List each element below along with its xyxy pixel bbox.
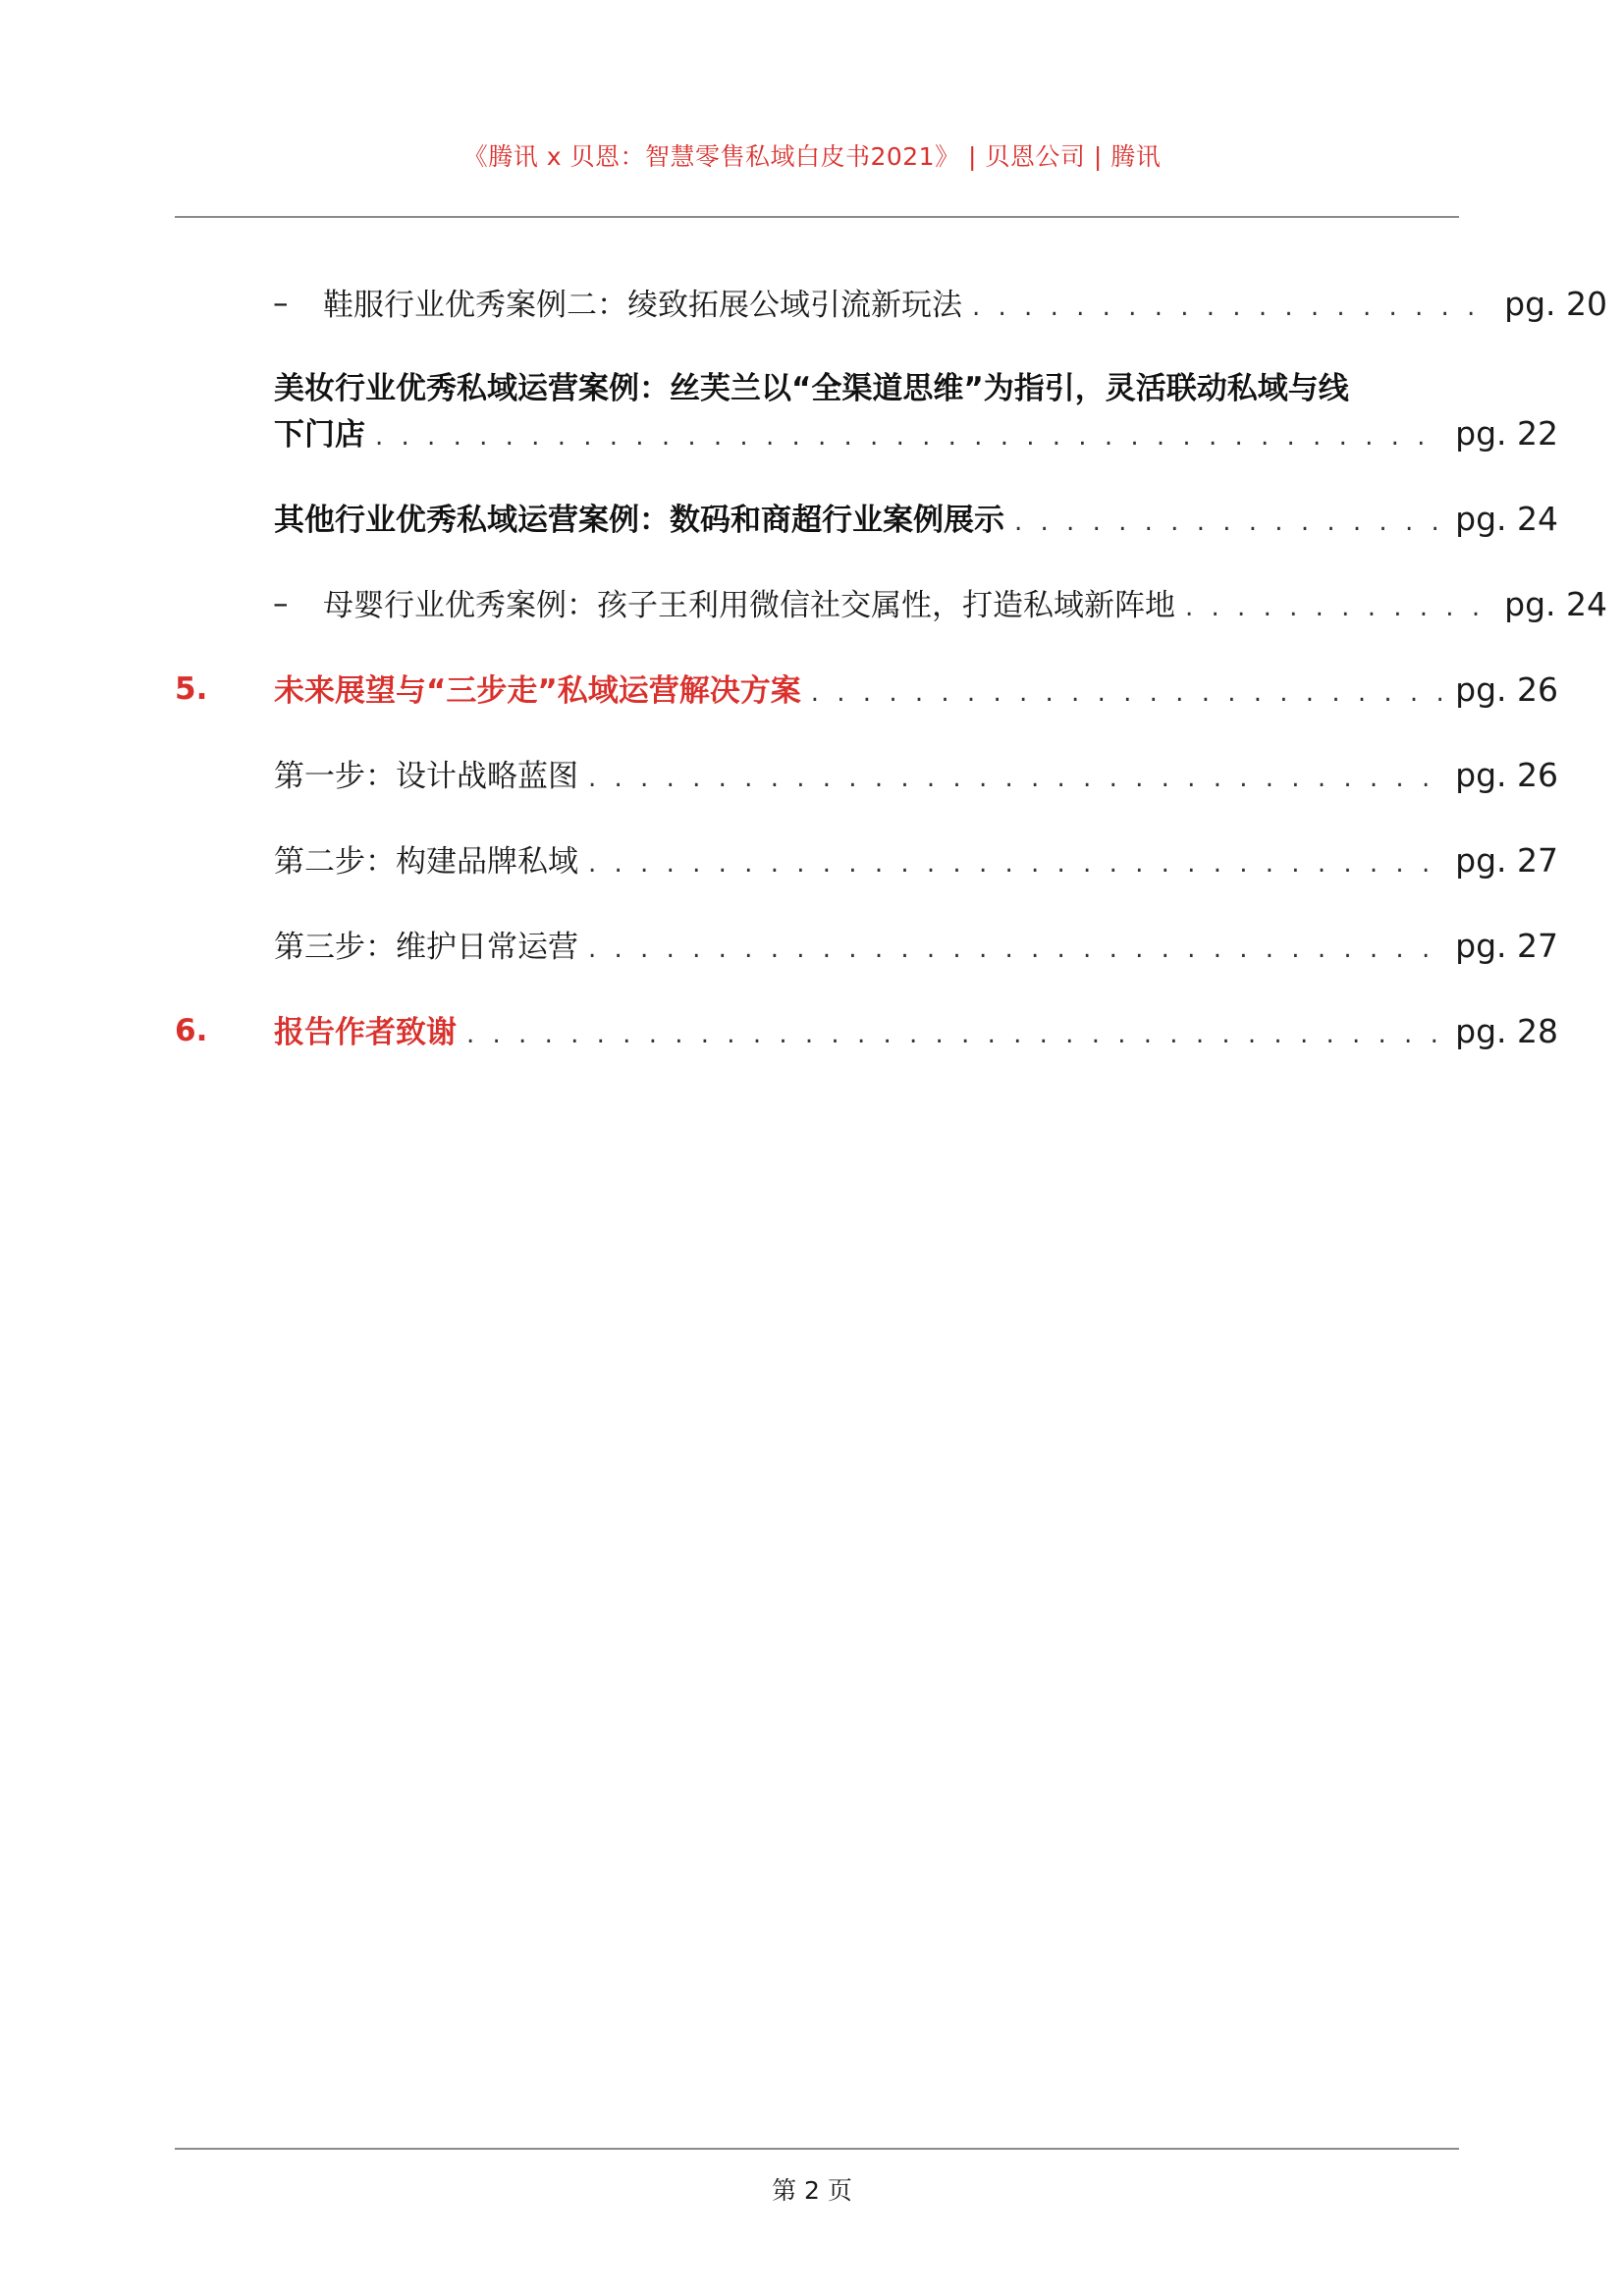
toc-entry-maternal-infant-case[interactable] — [175, 582, 1607, 630]
toc-page-number: pg. 24 — [1504, 585, 1607, 623]
toc-page-number: pg. 28 — [1455, 1012, 1558, 1050]
toc-entry-title: 第三步：维护日常运营 — [274, 930, 578, 965]
toc-entry-chapter-5[interactable] — [175, 667, 1558, 716]
toc-chapter-number: 6. — [175, 1013, 208, 1048]
running-header: 《腾讯 x 贝恩：智慧零售私域白皮书2021》 | 贝恩公司 | 腾讯 — [462, 142, 1162, 171]
dot-leader — [972, 286, 1492, 330]
toc-entry-beauty-case[interactable] — [175, 367, 1558, 459]
page-number-footer: 第 2 页 — [772, 2176, 852, 2205]
toc-dash: – — [273, 586, 289, 621]
toc-entry-title: 未来展望与“三步走”私域运营解决方案 — [274, 673, 801, 709]
toc-entry-other-industries[interactable] — [175, 497, 1558, 545]
toc-chapter-number: 5. — [175, 671, 208, 707]
toc-page-number: pg. 27 — [1455, 927, 1558, 965]
toc-entry-title: 第一步：设计战略蓝图 — [274, 759, 578, 794]
dot-leader — [1014, 501, 1443, 545]
dot-leader — [1185, 586, 1492, 630]
dot-leader — [811, 671, 1443, 716]
toc-dash: – — [273, 286, 289, 321]
toc-page-number: pg. 22 — [1455, 414, 1558, 453]
toc-entry-step-3[interactable] — [175, 924, 1558, 972]
toc-entry-title: 第二步：构建品牌私域 — [274, 844, 578, 880]
toc-entry-step-1[interactable] — [175, 753, 1558, 801]
dot-leader — [588, 842, 1443, 886]
toc-entry-title: 母婴行业优秀案例：孩子王利用微信社交属性，打造私域新阵地 — [323, 588, 1175, 623]
toc-page-number: pg. 24 — [1455, 500, 1558, 538]
dot-leader — [375, 415, 1443, 459]
dot-leader — [588, 928, 1443, 972]
toc-entry-title-line1: 美妆行业优秀私域运营案例：丝芙兰以“全渠道思维”为指引，灵活联动私域与线 — [274, 371, 1349, 406]
toc-entry-title-line2: 下门店 — [274, 417, 365, 453]
toc-entry-chapter-6[interactable] — [175, 1009, 1558, 1057]
toc-page-number: pg. 20 — [1504, 285, 1607, 323]
footer-divider — [175, 2148, 1459, 2150]
dot-leader — [466, 1013, 1443, 1057]
toc-page-number: pg. 26 — [1455, 756, 1558, 794]
dot-leader — [588, 757, 1443, 801]
header-divider — [175, 216, 1459, 218]
toc-page-number: pg. 26 — [1455, 670, 1558, 709]
toc-entry-title: 报告作者致谢 — [274, 1015, 457, 1050]
toc-entry-title: 鞋服行业优秀案例二：绫致拓展公域引流新玩法 — [323, 288, 962, 323]
toc-entry-step-2[interactable] — [175, 838, 1558, 886]
toc-page-number: pg. 27 — [1455, 841, 1558, 880]
toc-entry-title: 其他行业优秀私域运营案例：数码和商超行业案例展示 — [274, 503, 1004, 538]
toc-entry-footwear-case-2[interactable] — [175, 282, 1607, 330]
table-of-contents — [175, 282, 1607, 1095]
